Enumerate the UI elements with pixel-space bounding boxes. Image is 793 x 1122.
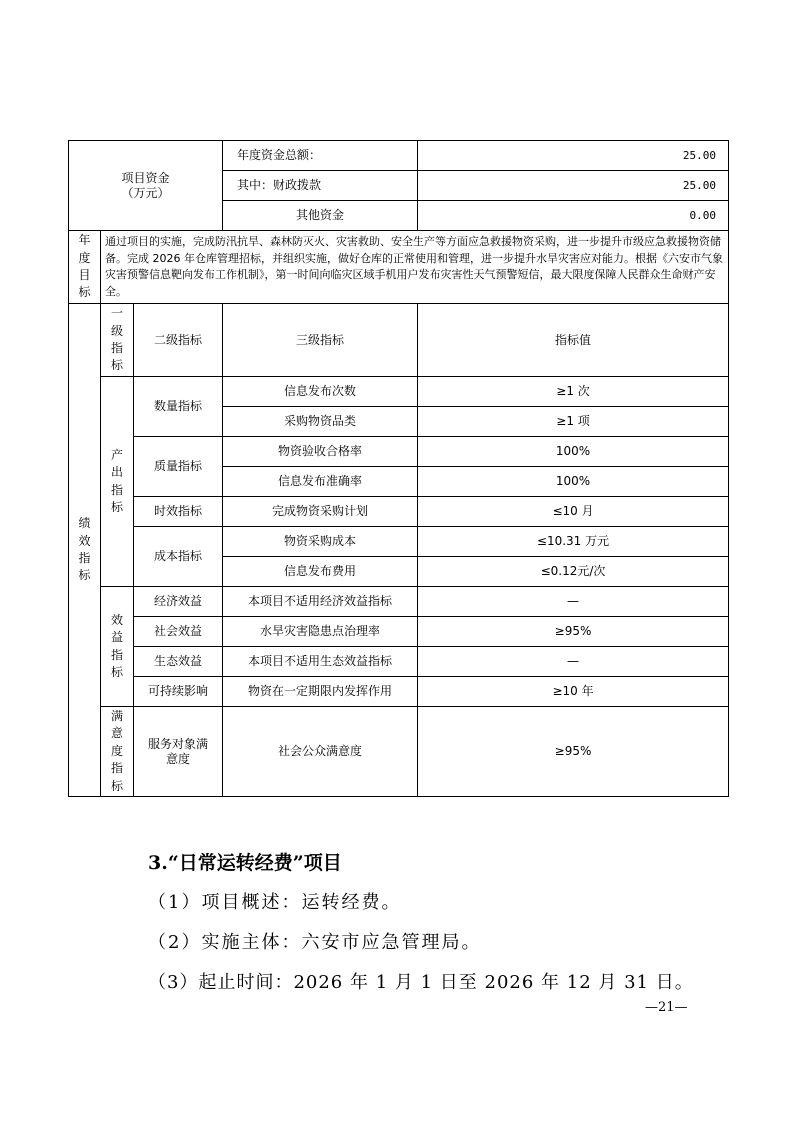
level2-ecological: 生态效益 xyxy=(134,647,223,677)
performance-label: 绩 效 指 标 xyxy=(69,304,101,797)
value-cell: 100% xyxy=(418,467,729,497)
group-satisfaction-label: 满 意 度 指 标 xyxy=(101,707,134,797)
level3-cell: 本项目不适用经济效益指标 xyxy=(223,587,418,617)
value-cell: ≤0.12元/次 xyxy=(418,557,729,587)
funding-label-line2: （万元） xyxy=(121,185,170,200)
level3-cell: 社会公众满意度 xyxy=(223,707,418,797)
project-table xyxy=(68,140,729,797)
indicator-header-row xyxy=(69,304,729,377)
level3-cell: 物资在一定期限内发挥作用 xyxy=(223,677,418,707)
table-row xyxy=(69,617,729,647)
level2-social: 社会效益 xyxy=(134,617,223,647)
level2-quality: 质量指标 xyxy=(134,437,223,497)
level3-cell: 信息发布次数 xyxy=(223,377,418,407)
table-row xyxy=(69,587,729,617)
level2-sustainable: 可持续影响 xyxy=(134,677,223,707)
level3-cell: 完成物资采购计划 xyxy=(223,497,418,527)
table-row xyxy=(69,707,729,797)
level2-economic: 经济效益 xyxy=(134,587,223,617)
value-cell: ≥1 项 xyxy=(418,407,729,437)
page-number: —21— xyxy=(645,1000,688,1015)
group-output-label: 产 出 指 标 xyxy=(101,377,134,587)
value-cell: ≤10.31 万元 xyxy=(418,527,729,557)
funding-row-total xyxy=(69,141,729,171)
group-benefit-label: 效 益 指 标 xyxy=(101,587,134,707)
table-row xyxy=(69,497,729,527)
table-row xyxy=(69,377,729,407)
section-heading: 3.“日常运转经费”项目 xyxy=(148,852,342,874)
level3-cell: 本项目不适用生态效益指标 xyxy=(223,647,418,677)
header-value: 指标值 xyxy=(418,304,729,377)
header-level1: 一 级 指 标 xyxy=(101,304,134,377)
goal-row xyxy=(69,231,729,304)
funding-other-label: 其他资金 xyxy=(223,201,418,231)
table-row xyxy=(69,677,729,707)
value-cell: — xyxy=(418,647,729,677)
value-cell: ≥1 次 xyxy=(418,377,729,407)
level3-cell: 采购物资品类 xyxy=(223,407,418,437)
value-cell: ≥10 年 xyxy=(418,677,729,707)
level3-cell: 信息发布费用 xyxy=(223,557,418,587)
funding-label-line1: 项目资金 xyxy=(121,171,170,186)
funding-total-label: 年度资金总额： xyxy=(223,141,418,171)
value-cell: ≥95% xyxy=(418,707,729,797)
table-row xyxy=(69,437,729,467)
level3-cell: 物资采购成本 xyxy=(223,527,418,557)
level3-cell: 物资验收合格率 xyxy=(223,437,418,467)
level2-cost: 成本指标 xyxy=(134,527,223,587)
section-item-period: （3）起止时间：2026 年 1 月 1 日至 2026 年 12 月 31 日。 xyxy=(148,972,694,993)
goal-text: 通过项目的实施，完成防汛抗旱、森林防灭火、灾害救助、安全生产等方面应急救援物资采购，进一步提升市级应急救援物资储备。完成 2026 年仓库管理招标，并组织实施，做好仓库的正常使用和管理，进一步提升水旱灾害应对能力。根据《六安市气象灾害预警信息靶向发布工作机制》，第一时间向临灾区域手机用户发布灾害性天气预警短信，最大限度保障人民群众生命财产安全。 xyxy=(101,231,729,304)
value-cell: ≥95% xyxy=(418,617,729,647)
level2-satisfaction: 服务对象满 意度 xyxy=(134,707,223,797)
table-row xyxy=(69,647,729,677)
header-level2: 二级指标 xyxy=(134,304,223,377)
funding-other-value: 0.00 xyxy=(418,201,729,231)
level2-timeliness: 时效指标 xyxy=(134,497,223,527)
header-level3: 三级指标 xyxy=(223,304,418,377)
value-cell: — xyxy=(418,587,729,617)
goal-label: 年 度 目 标 xyxy=(69,231,101,304)
level3-cell: 水旱灾害隐患点治理率 xyxy=(223,617,418,647)
table-row xyxy=(69,527,729,557)
section-item-overview: （1）项目概述：运转经费。 xyxy=(148,892,402,913)
funding-fiscal-label: 其中：财政拨款 xyxy=(223,171,418,201)
value-cell: 100% xyxy=(418,437,729,467)
funding-label-cell xyxy=(69,141,223,231)
funding-total-value: 25.00 xyxy=(418,141,729,171)
level2-quantity: 数量指标 xyxy=(134,377,223,437)
section-item-entity: （2）实施主体：六安市应急管理局。 xyxy=(148,932,482,953)
funding-fiscal-value: 25.00 xyxy=(418,171,729,201)
value-cell: ≤10 月 xyxy=(418,497,729,527)
level3-cell: 信息发布准确率 xyxy=(223,467,418,497)
